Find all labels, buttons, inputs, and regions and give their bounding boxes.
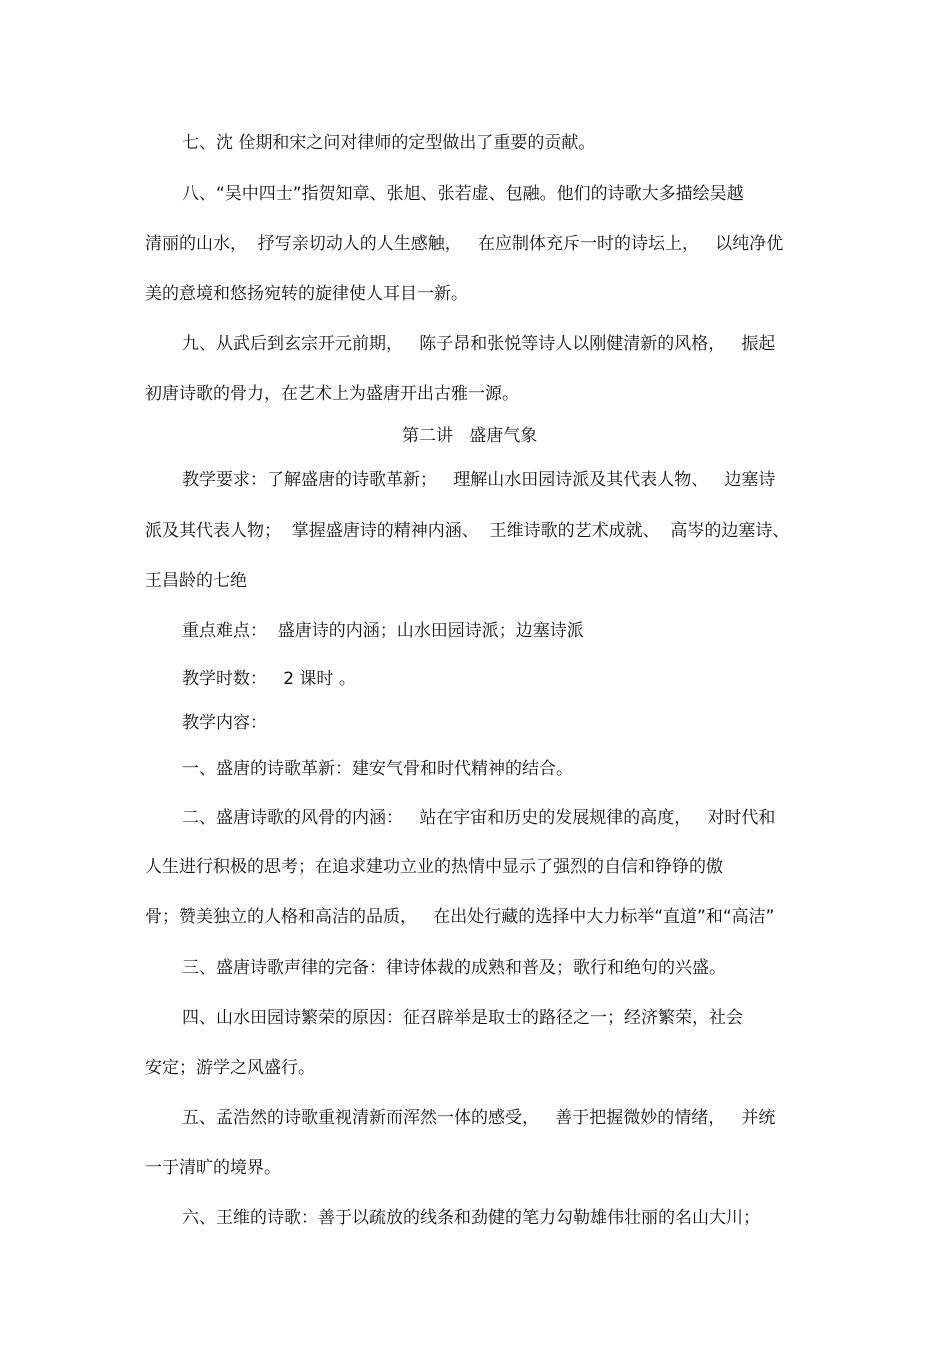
paragraph-line: 重点难点： 盛唐诗的内涵；山水田园诗派；边塞诗派 (182, 621, 584, 641)
section-heading: 第二讲 盛唐气象 (402, 426, 538, 446)
paragraph-line: 美的意境和悠扬宛转的旋律使人耳目一新。 (145, 284, 468, 304)
paragraph-line: 六、王维的诗歌：善于以疏放的线条和劲健的笔力勾勒雄伟壮丽的名山大川； (182, 1208, 760, 1228)
paragraph-line: 五、孟浩然的诗歌重视清新而浑然一体的感受， 善于把握微妙的情绪， 并统 (182, 1108, 776, 1128)
paragraph-line: 骨；赞美独立的人格和高洁的品质， 在出处行藏的选择中大力标举“直道”和“高洁” (145, 907, 775, 927)
paragraph-line: 四、山水田园诗繁荣的原因：征召辟举是取士的路径之一；经济繁荣，社会 (182, 1008, 743, 1028)
paragraph-line: 教学时数： 2 课时 。 (182, 669, 356, 689)
paragraph-line: 二、盛唐诗歌的风骨的内涵： 站在宇宙和历史的发展规律的高度， 对时代和 (182, 808, 776, 828)
paragraph-line: 清丽的山水， 抒写亲切动人的人生感触， 在应制体充斥一时的诗坛上， 以纯净优 (145, 234, 784, 254)
paragraph-line: 三、盛唐诗歌声律的完备：律诗体裁的成熟和普及；歌行和绝句的兴盛。 (182, 958, 726, 978)
paragraph-line: 九、从武后到玄宗开元前期， 陈子昂和张悦等诗人以刚健清新的风格， 振起 (182, 334, 776, 354)
paragraph-line: 一于清旷的境界。 (145, 1158, 281, 1178)
paragraph-line: 教学要求：了解盛唐的诗歌革新； 理解山水田园诗派及其代表人物、 边塞诗 (182, 470, 776, 490)
paragraph-line: 一、盛唐的诗歌革新：建安气骨和时代精神的结合。 (182, 759, 573, 779)
paragraph-line: 人生进行积极的思考；在追求建功立业的热情中显示了强烈的自信和铮铮的傲 (145, 857, 723, 877)
paragraph-line: 七、沈 佺期和宋之问对律师的定型做出了重要的贡献。 (182, 133, 596, 153)
paragraph-line: 八、“吴中四士”指贺知章、张旭、张若虚、包融。他们的诗歌大多描绘吴越 (182, 184, 744, 204)
paragraph-line: 教学内容： (182, 713, 267, 733)
paragraph-line: 派及其代表人物； 掌握盛唐诗的精神内涵、 王维诗歌的艺术成就、 高岑的边塞诗、 (145, 521, 790, 541)
paragraph-line: 安定；游学之风盛行。 (145, 1058, 315, 1078)
paragraph-line: 王昌龄的七绝 (145, 571, 247, 591)
paragraph-line: 初唐诗歌的骨力，在艺术上为盛唐开出古雅一源。 (145, 384, 519, 404)
